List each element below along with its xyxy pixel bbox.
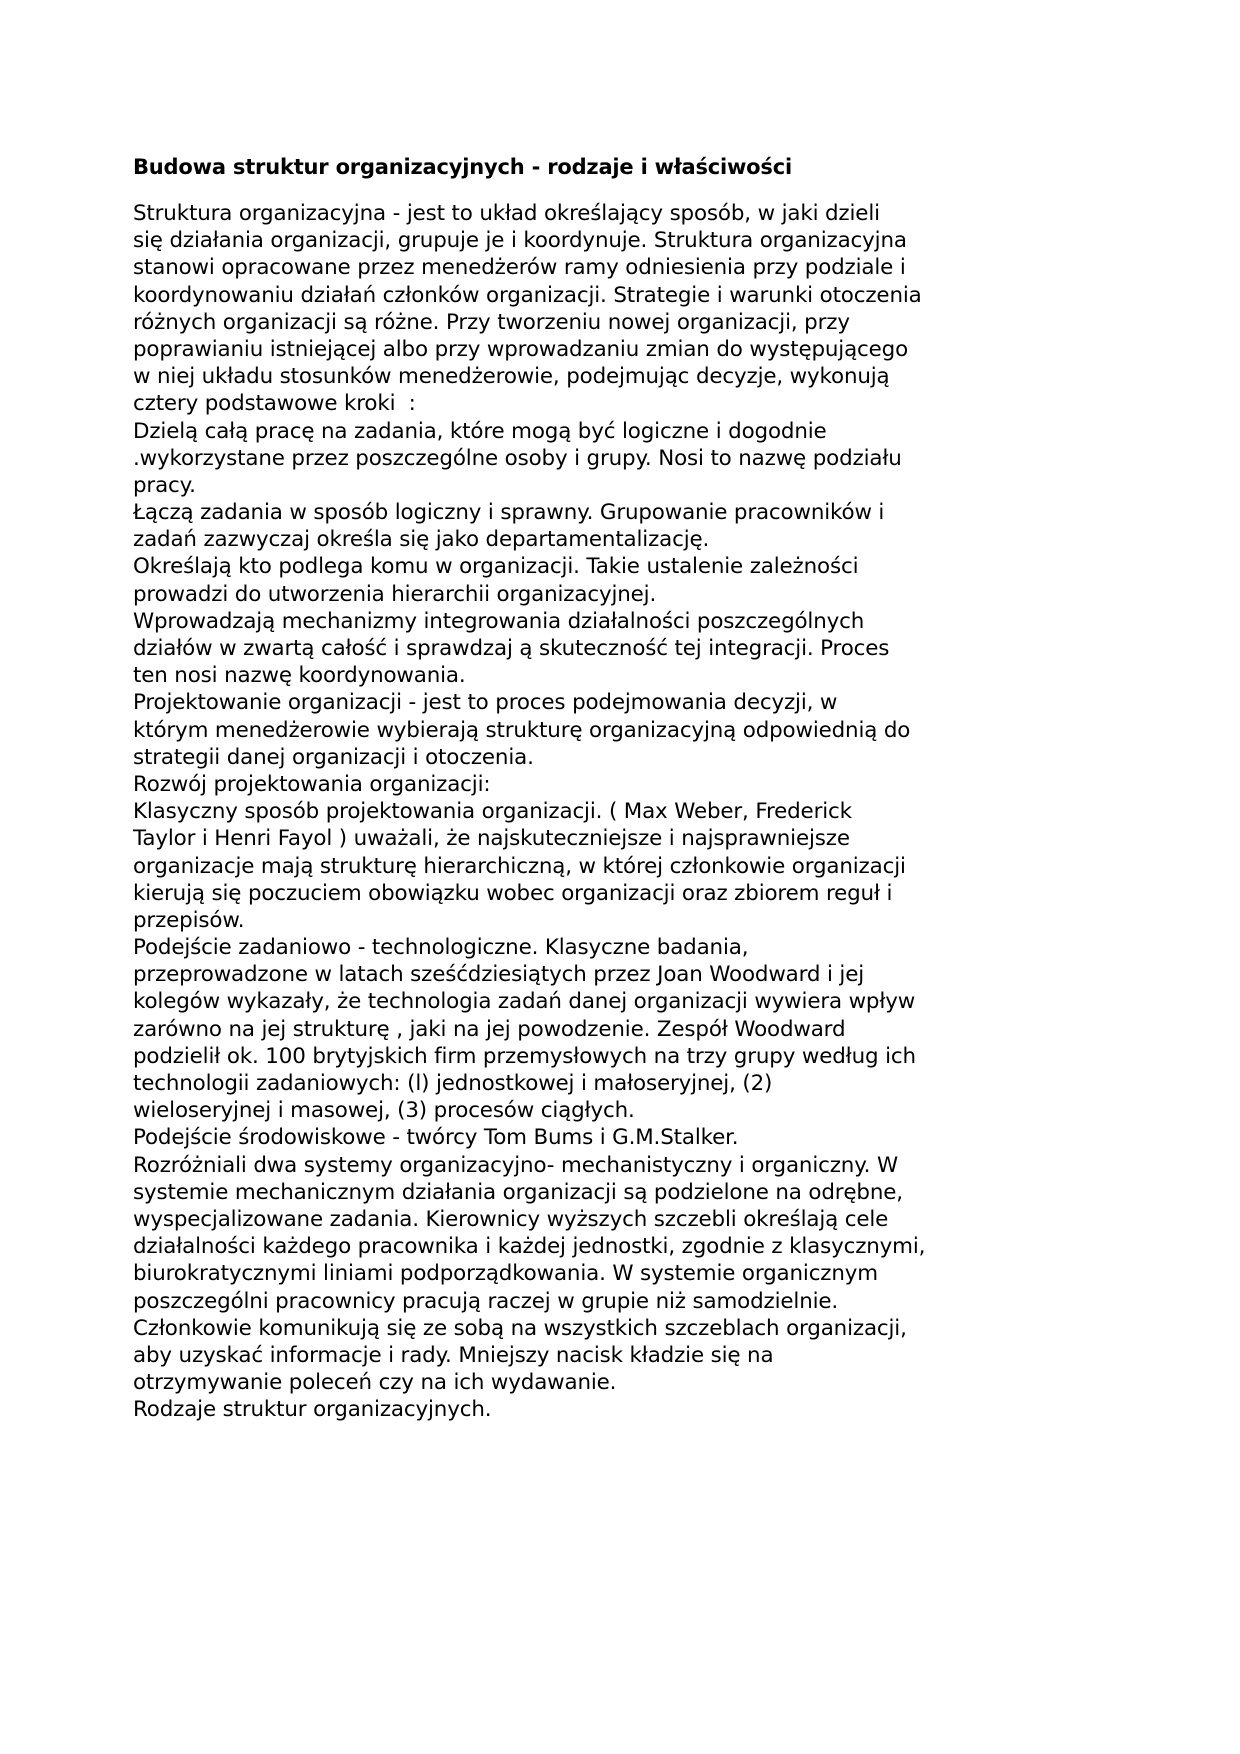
text-line: koordynowaniu działań członków organizacji. Strategie i warunki otoczenia bbox=[133, 282, 922, 308]
text-line: w niej układu stosunków menedżerowie, podejmując decyzje, wykonują bbox=[133, 364, 890, 390]
text-line: kolegów wykazały, że technologia zadań danej organizacji wywiera wpływ bbox=[133, 989, 916, 1015]
text-line: poprawianiu istniejącej albo przy wprowadzaniu zmian do występującego bbox=[133, 336, 909, 362]
text-line: ten nosi nazwę koordynowania. bbox=[133, 663, 466, 689]
text-line: Wprowadzają mechanizmy integrowania działalności poszczególnych bbox=[133, 608, 865, 634]
document-page bbox=[133, 152, 1133, 1423]
text-line: technologii zadaniowych: (l) jednostkowej i małoseryjnej, (2) bbox=[133, 1071, 773, 1096]
text-line: zadań zazwyczaj określa się jako departamentalizację. bbox=[133, 527, 710, 553]
text-line: przepisów. bbox=[133, 907, 245, 933]
text-line: Podejście zadaniowo - technologiczne. Klasyczne badania, bbox=[133, 935, 749, 961]
text-line: systemie mechanicznym działania organizacji są podzielone na odrębne, bbox=[133, 1179, 903, 1205]
text-line: przeprowadzone w latach sześćdziesiątych przez Joan Woodward i jej bbox=[133, 962, 865, 988]
text-line: Taylor i Henri Fayol ) uważali, że najskuteczniejsze i najsprawniejsze bbox=[133, 826, 850, 852]
text-line: pracy. bbox=[133, 472, 196, 498]
text-line: zarówno na jej strukturę , jaki na jej powodzenie. Zespół Woodward bbox=[133, 1016, 846, 1042]
text-line: cztery podstawowe kroki : bbox=[133, 391, 416, 417]
text-line: biurokratycznymi liniami podporządkowania. W systemie organicznym bbox=[133, 1261, 878, 1287]
text-line: działów w zwartą całość i sprawdzaj ą skuteczność tej integracji. Proces bbox=[133, 636, 890, 661]
text-line: Członkowie komunikują się ze sobą na wszystkich szczeblach organizacji, bbox=[133, 1315, 907, 1341]
text-line: wyspecjalizowane zadania. Kierownicy wyższych szczebli określają cele bbox=[133, 1206, 889, 1232]
text-line: Określają kto podlega komu w organizacji. Takie ustalenie zależności bbox=[133, 554, 859, 580]
text-line: różnych organizacji są różne. Przy tworzeniu nowej organizacji, przy bbox=[133, 309, 850, 335]
text-line: Klasyczny sposób projektowania organizacji. ( Max Weber, Frederick bbox=[133, 799, 852, 825]
text-line: Projektowanie organizacji - jest to proces podejmowania decyzji, w bbox=[133, 690, 838, 716]
text-line: .wykorzystane przez poszczególne osoby i grupy. Nosi to nazwę podziału bbox=[133, 445, 902, 471]
text-line: którym menedżerowie wybierają strukturę organizacyjną odpowiednią do bbox=[133, 717, 911, 743]
text-line: stanowi opracowane przez menedżerów ramy odniesienia przy podziale i bbox=[133, 255, 906, 281]
text-line: poszczególni pracownicy pracują raczej w grupie niż samodzielnie. bbox=[133, 1288, 839, 1314]
text-line: Rodzaje struktur organizacyjnych. bbox=[133, 1397, 492, 1423]
text-line: Dzielą całą pracę na zadania, które mogą być logiczne i dogodnie bbox=[133, 418, 827, 444]
text-line: otrzymywanie poleceń czy na ich wydawanie. bbox=[133, 1370, 617, 1396]
text-line: Łączą zadania w sposób logiczny i sprawny. Grupowanie pracowników i bbox=[133, 500, 885, 526]
document-body bbox=[133, 200, 1133, 1423]
text-line: działalności każdego pracownika i każdej jednostki, zgodnie z klasycznymi, bbox=[133, 1234, 926, 1260]
text-line: strategii danej organizacji i otoczenia. bbox=[133, 744, 534, 770]
text-line: aby uzyskać informacje i rady. Mniejszy nacisk kładzie się na bbox=[133, 1342, 774, 1368]
text-line: prowadzi do utworzenia hierarchii organizacyjnej. bbox=[133, 581, 657, 607]
text-line: Rozróżniali dwa systemy organizacyjno- mechanistyczny i organiczny. W bbox=[133, 1152, 898, 1178]
text-line: wieloseryjnej i masowej, (3) procesów ciągłych. bbox=[133, 1098, 635, 1124]
text-line: się działania organizacji, grupuje je i koordynuje. Struktura organizacyjna bbox=[133, 228, 907, 254]
text-line: Podejście środowiskowe - twórcy Tom Bums i G.M.Stalker. bbox=[133, 1125, 739, 1151]
text-line: kierują się poczuciem obowiązku wobec organizacji oraz zbiorem reguł i bbox=[133, 880, 893, 906]
text-line: Struktura organizacyjna - jest to układ określający sposób, w jaki dzieli bbox=[133, 201, 880, 226]
text-line: Rozwój projektowania organizacji: bbox=[133, 771, 491, 797]
text-line: organizacje mają strukturę hierarchiczną, w której członkowie organizacji bbox=[133, 853, 906, 879]
text-line: podzielił ok. 100 brytyjskich firm przemysłowych na trzy grupy według ich bbox=[133, 1043, 916, 1069]
document-title: Budowa struktur organizacyjnych - rodzaje i właściwości bbox=[133, 155, 792, 179]
